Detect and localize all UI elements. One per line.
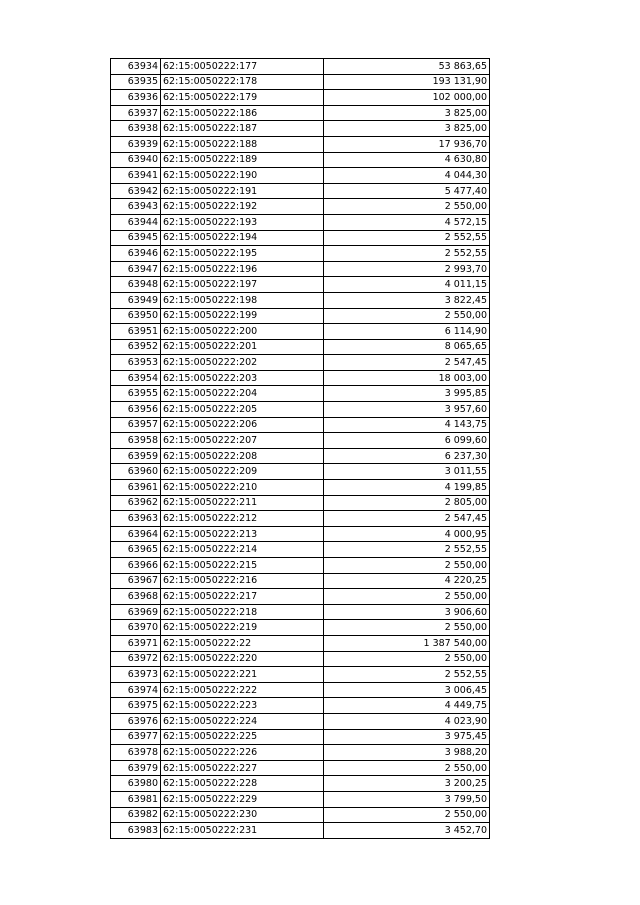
cadastral-value: 3 957,60 [324, 402, 490, 418]
cadastral-number: 62:15:0050222:229 [161, 791, 324, 807]
cadastral-number: 62:15:0050222:196 [161, 261, 324, 277]
cadastral-number: 62:15:0050222:215 [161, 558, 324, 574]
cadastral-number: 62:15:0050222:219 [161, 620, 324, 636]
cadastral-number: 62:15:0050222:211 [161, 495, 324, 511]
cadastral-value: 4 023,90 [324, 713, 490, 729]
table-row [111, 292, 490, 308]
row-number: 63942 [111, 183, 161, 199]
table-row [111, 90, 490, 106]
row-number: 63940 [111, 152, 161, 168]
cadastral-value: 3 825,00 [324, 121, 490, 137]
row-number: 63953 [111, 355, 161, 371]
cadastral-number: 62:15:0050222:223 [161, 698, 324, 714]
cadastral-number: 62:15:0050222:217 [161, 589, 324, 605]
row-number: 63981 [111, 791, 161, 807]
cadastral-value: 3 995,85 [324, 386, 490, 402]
table-row [111, 526, 490, 542]
cadastral-value: 6 099,60 [324, 433, 490, 449]
cadastral-value: 193 131,90 [324, 74, 490, 90]
row-number: 63976 [111, 713, 161, 729]
table-row [111, 339, 490, 355]
table-row [111, 464, 490, 480]
cadastral-value: 4 000,95 [324, 526, 490, 542]
cadastral-value: 2 550,00 [324, 199, 490, 215]
cadastral-number: 62:15:0050222:224 [161, 713, 324, 729]
cadastral-value: 17 936,70 [324, 136, 490, 152]
cadastral-value: 2 805,00 [324, 495, 490, 511]
cadastral-value: 3 975,45 [324, 729, 490, 745]
row-number: 63968 [111, 589, 161, 605]
row-number: 63958 [111, 433, 161, 449]
cadastral-value: 4 143,75 [324, 417, 490, 433]
row-number: 63937 [111, 105, 161, 121]
cadastral-value-table [110, 58, 490, 839]
table-row [111, 136, 490, 152]
table-row [111, 480, 490, 496]
table-body [111, 59, 490, 839]
cadastral-number: 62:15:0050222:201 [161, 339, 324, 355]
table-row [111, 152, 490, 168]
cadastral-value: 2 550,00 [324, 620, 490, 636]
cadastral-number: 62:15:0050222:192 [161, 199, 324, 215]
row-number: 63957 [111, 417, 161, 433]
cadastral-value: 3 988,20 [324, 745, 490, 761]
cadastral-value: 3 006,45 [324, 682, 490, 698]
cadastral-value: 2 550,00 [324, 308, 490, 324]
cadastral-number: 62:15:0050222:208 [161, 448, 324, 464]
table-row [111, 573, 490, 589]
cadastral-number: 62:15:0050222:199 [161, 308, 324, 324]
table-row [111, 105, 490, 121]
cadastral-number: 62:15:0050222:22 [161, 635, 324, 651]
cadastral-value: 6 114,90 [324, 324, 490, 340]
cadastral-number: 62:15:0050222:186 [161, 105, 324, 121]
row-number: 63963 [111, 511, 161, 527]
cadastral-number: 62:15:0050222:191 [161, 183, 324, 199]
cadastral-value: 4 630,80 [324, 152, 490, 168]
row-number: 63943 [111, 199, 161, 215]
table-row [111, 417, 490, 433]
table-row [111, 667, 490, 683]
table-row [111, 308, 490, 324]
table-row [111, 776, 490, 792]
row-number: 63969 [111, 604, 161, 620]
cadastral-number: 62:15:0050222:190 [161, 168, 324, 184]
table-row [111, 370, 490, 386]
row-number: 63971 [111, 635, 161, 651]
cadastral-number: 62:15:0050222:220 [161, 651, 324, 667]
row-number: 63973 [111, 667, 161, 683]
table-row [111, 214, 490, 230]
row-number: 63949 [111, 292, 161, 308]
cadastral-value: 2 547,45 [324, 355, 490, 371]
cadastral-value: 53 863,65 [324, 59, 490, 75]
table-row [111, 807, 490, 823]
cadastral-number: 62:15:0050222:227 [161, 760, 324, 776]
cadastral-value: 2 550,00 [324, 651, 490, 667]
cadastral-value: 2 552,55 [324, 542, 490, 558]
cadastral-value: 2 552,55 [324, 230, 490, 246]
cadastral-value: 5 477,40 [324, 183, 490, 199]
row-number: 63936 [111, 90, 161, 106]
row-number: 63956 [111, 402, 161, 418]
cadastral-number: 62:15:0050222:193 [161, 214, 324, 230]
table-row [111, 448, 490, 464]
cadastral-number: 62:15:0050222:226 [161, 745, 324, 761]
cadastral-value: 3 825,00 [324, 105, 490, 121]
cadastral-value: 2 993,70 [324, 261, 490, 277]
row-number: 63946 [111, 246, 161, 262]
cadastral-value: 2 550,00 [324, 558, 490, 574]
cadastral-number: 62:15:0050222:198 [161, 292, 324, 308]
cadastral-number: 62:15:0050222:189 [161, 152, 324, 168]
row-number: 63947 [111, 261, 161, 277]
table-row [111, 682, 490, 698]
cadastral-number: 62:15:0050222:213 [161, 526, 324, 542]
cadastral-value: 2 550,00 [324, 760, 490, 776]
row-number: 63955 [111, 386, 161, 402]
table-row [111, 791, 490, 807]
row-number: 63979 [111, 760, 161, 776]
row-number: 63945 [111, 230, 161, 246]
cadastral-value: 102 000,00 [324, 90, 490, 106]
cadastral-number: 62:15:0050222:197 [161, 277, 324, 293]
cadastral-number: 62:15:0050222:216 [161, 573, 324, 589]
cadastral-value: 3 799,50 [324, 791, 490, 807]
cadastral-number: 62:15:0050222:202 [161, 355, 324, 371]
table-row [111, 402, 490, 418]
row-number: 63959 [111, 448, 161, 464]
table-row [111, 183, 490, 199]
row-number: 63960 [111, 464, 161, 480]
row-number: 63939 [111, 136, 161, 152]
table-row [111, 713, 490, 729]
table-row [111, 355, 490, 371]
row-number: 63983 [111, 823, 161, 839]
table-row [111, 495, 490, 511]
row-number: 63974 [111, 682, 161, 698]
cadastral-value: 4 044,30 [324, 168, 490, 184]
cadastral-number: 62:15:0050222:221 [161, 667, 324, 683]
table-row [111, 433, 490, 449]
cadastral-value: 4 220,25 [324, 573, 490, 589]
cadastral-number: 62:15:0050222:200 [161, 324, 324, 340]
row-number: 63938 [111, 121, 161, 137]
table-row [111, 386, 490, 402]
table-row [111, 168, 490, 184]
row-number: 63941 [111, 168, 161, 184]
cadastral-number: 62:15:0050222:212 [161, 511, 324, 527]
cadastral-value: 4 199,85 [324, 480, 490, 496]
cadastral-number: 62:15:0050222:177 [161, 59, 324, 75]
cadastral-value: 18 003,00 [324, 370, 490, 386]
table-row [111, 558, 490, 574]
row-number: 63954 [111, 370, 161, 386]
table-row [111, 760, 490, 776]
row-number: 63944 [111, 214, 161, 230]
cadastral-number: 62:15:0050222:178 [161, 74, 324, 90]
cadastral-number: 62:15:0050222:188 [161, 136, 324, 152]
table-row [111, 729, 490, 745]
table-row [111, 745, 490, 761]
table-row [111, 698, 490, 714]
table-row [111, 277, 490, 293]
row-number: 63951 [111, 324, 161, 340]
cadastral-value: 3 011,55 [324, 464, 490, 480]
cadastral-number: 62:15:0050222:209 [161, 464, 324, 480]
table-row [111, 199, 490, 215]
row-number: 63964 [111, 526, 161, 542]
row-number: 63962 [111, 495, 161, 511]
table-row [111, 542, 490, 558]
cadastral-number: 62:15:0050222:204 [161, 386, 324, 402]
cadastral-number: 62:15:0050222:187 [161, 121, 324, 137]
row-number: 63980 [111, 776, 161, 792]
cadastral-number: 62:15:0050222:222 [161, 682, 324, 698]
cadastral-value: 4 572,15 [324, 214, 490, 230]
table-row [111, 823, 490, 839]
cadastral-value: 4 449,75 [324, 698, 490, 714]
table-row [111, 651, 490, 667]
table-row [111, 74, 490, 90]
cadastral-number: 62:15:0050222:218 [161, 604, 324, 620]
cadastral-number: 62:15:0050222:206 [161, 417, 324, 433]
cadastral-number: 62:15:0050222:203 [161, 370, 324, 386]
cadastral-value: 2 547,45 [324, 511, 490, 527]
table-row [111, 59, 490, 75]
cadastral-value: 8 065,65 [324, 339, 490, 355]
row-number: 63972 [111, 651, 161, 667]
row-number: 63965 [111, 542, 161, 558]
cadastral-value: 3 822,45 [324, 292, 490, 308]
cadastral-value: 2 552,55 [324, 246, 490, 262]
row-number: 63934 [111, 59, 161, 75]
row-number: 63950 [111, 308, 161, 324]
table-row [111, 230, 490, 246]
row-number: 63935 [111, 74, 161, 90]
cadastral-value: 3 906,60 [324, 604, 490, 620]
cadastral-number: 62:15:0050222:205 [161, 402, 324, 418]
cadastral-value: 3 200,25 [324, 776, 490, 792]
cadastral-value: 4 011,15 [324, 277, 490, 293]
row-number: 63970 [111, 620, 161, 636]
row-number: 63978 [111, 745, 161, 761]
table-row [111, 604, 490, 620]
cadastral-value: 2 550,00 [324, 807, 490, 823]
table-row [111, 121, 490, 137]
cadastral-number: 62:15:0050222:210 [161, 480, 324, 496]
table-row [111, 261, 490, 277]
row-number: 63961 [111, 480, 161, 496]
cadastral-number: 62:15:0050222:231 [161, 823, 324, 839]
cadastral-number: 62:15:0050222:225 [161, 729, 324, 745]
row-number: 63952 [111, 339, 161, 355]
table-row [111, 324, 490, 340]
cadastral-value: 6 237,30 [324, 448, 490, 464]
row-number: 63948 [111, 277, 161, 293]
table-row [111, 511, 490, 527]
row-number: 63977 [111, 729, 161, 745]
table-row [111, 589, 490, 605]
cadastral-number: 62:15:0050222:230 [161, 807, 324, 823]
cadastral-value: 2 552,55 [324, 667, 490, 683]
cadastral-number: 62:15:0050222:214 [161, 542, 324, 558]
cadastral-number: 62:15:0050222:195 [161, 246, 324, 262]
cadastral-number: 62:15:0050222:228 [161, 776, 324, 792]
table-row [111, 620, 490, 636]
row-number: 63982 [111, 807, 161, 823]
row-number: 63975 [111, 698, 161, 714]
cadastral-value: 1 387 540,00 [324, 635, 490, 651]
cadastral-number: 62:15:0050222:194 [161, 230, 324, 246]
row-number: 63967 [111, 573, 161, 589]
cadastral-value: 3 452,70 [324, 823, 490, 839]
table-row [111, 635, 490, 651]
table-row [111, 246, 490, 262]
cadastral-number: 62:15:0050222:207 [161, 433, 324, 449]
cadastral-number: 62:15:0050222:179 [161, 90, 324, 106]
cadastral-value: 2 550,00 [324, 589, 490, 605]
row-number: 63966 [111, 558, 161, 574]
